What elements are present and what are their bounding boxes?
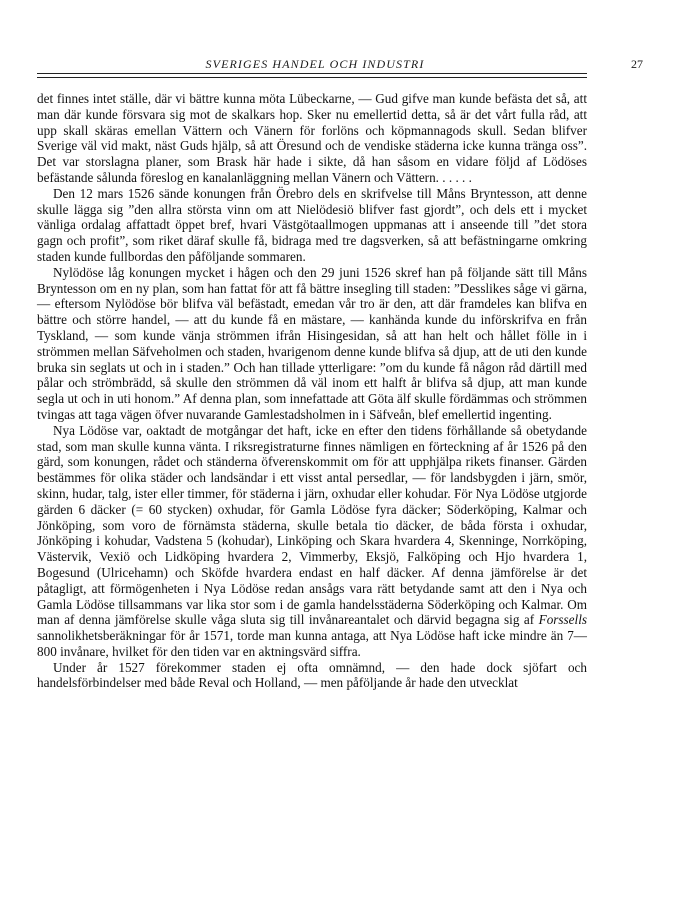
page-header	[37, 57, 643, 71]
paragraph-text: sannolikhetsberäkningar för år 1571, torde man kunna antaga, att Nya Lödöse haft icke mindre än 7—800 invånare, hvilket för den tiden var en aktningsvärd siffra.	[37, 628, 587, 659]
paragraph: Under år 1527 förekommer staden ej ofta omnämnd, — den hade dock sjöfart och handelsförbindelser med både Reval och Holland, — men påföljande år hade den utvecklat	[37, 659, 587, 691]
paragraph: Nylödöse låg konungen mycket i hågen och den 29 juni 1526 skref han på följande sätt till Måns Bryntesson om en ny plan, som han fattat för att få bättre insegling till staden: ”Desslikes såge vi gärna, — eftersom Nylödöse bör blifva väl befästadt, emedan vår tro är den, att där framdeles kan blifva en bättre och större handel, — att du kunde få en mästare, — kanhända kunde du införskrifva en från Tyskland, — som kunde vänja strömmen ifrån Hisingesidan, så att han helt och hållet fölle in i strömmen mellan Säfveholmen och staden, hvarigenom denne kunde blifva så djup, att de uti den kunde bruka sin seglats ut och in i staden.” Och han tillade ytterligare: ”om du kunde få någon råd därtill med pålar och strömbrädd, så skulle den strömmen då väl inom ett halft år blifva så djup, att man kunde segla ut och in uti honom.” Af denna plan, som innefattade att Göta älf skulle fördämmas och strömmen tvingas att taga vägen öfver nuvarande Gamlestadsholmen in i Säfveån, blef emellertid ingenting.	[37, 264, 587, 422]
page-number: 27	[631, 57, 643, 71]
paragraph-text: Nya Lödöse var, oaktadt de motgångar det haft, icke en efter den tidens förhållande så obetydande stad, som man skulle kunna vänta. I riksregistraturne finnes nämligen en förteckning af år 1526 på den gärd, som konungen, rådet och ständerna öfverenskommit om för att upphjälpa rikets finanser. Gärden bestämmes för olika städer och landsändar i ett visst antal persedlar, — för landsbygden i järn, smör, skinn, hudar, talg, ister eller timmer, för städerna i järn, oxhudar eller kohudar. För Nya Lödöse utgjorde gärden 6 däcker (= 60 stycken) oxhudar, för Gamla Lödöse fyra däcker; Söderköping, Kalmar och Jönköping, som voro de förnämsta städerna, skulle betala tio däcker, de båda första i oxhudar, Jönköping i kohudar, Vadstena 5 (kohudar), Linköping och Skara hvardera 4, Skenninge, Norrköping, Västervik, Vexiö och Lidköping hvardera 2, Vimmerby, Eksjö, Falköping och Hjo hvardera 1, Bogesund (Ulricehamn) och Sköfde hvardera endast en half däcker. Af denna jämförelse är det påtagligt, att förmögenheten i Nya Lödöse redan ansågs vara rätt betydande samt att den i Nya och Gamla Lödöse tillsammans var lika stor som i de gamla handelsstäderna Söderköping och Kalmar. Om man af denna jämförelse skulle våga sluta sig till invånareantalet och därvid begagna sig af	[37, 422, 587, 628]
body-text	[37, 91, 587, 691]
author-name-italic: Forssells	[538, 612, 587, 628]
paragraph: det finnes intet ställe, där vi bättre kunna möta Lübeckarne, — Gud gifve man kunde befästa det så, att man där kunde försvara sig mot de skalkars hop. Sker nu emellertid detta, så är det vårt fulla råd, att upp skall skäras emellan Vättern och Vänern för forlöns och köpmannagods skull. Sedan blifver Sverige väl vid makt, näst Guds hjälp, så att Öresund och de vendiske städerna icke kunna tränga oss”. Det var storslagna planer, som Brask här hade i sikte, då han såsom en vidare följd af Lödöses befästande sålunda föreslog en kanalanläggning mellan Vänern och Vättern. . . . . .	[37, 91, 587, 185]
header-rule-top	[37, 73, 587, 74]
running-title: SVERIGES HANDEL OCH INDUSTRI	[205, 57, 425, 71]
header-rule-bottom	[37, 77, 587, 78]
paragraph	[37, 423, 587, 660]
paragraph: Den 12 mars 1526 sände konungen från Örebro dels en skrifvelse till Måns Bryntesson, att denne skulle lägga sig ”den allra största vinn om att Nielödesiö blifver fast gjordt”, och dels ett i mycket vänliga ordalag affattadt öppet bref, hvari Västgötaallmogen uppmanas att i anseende till ”det stora gagn och profit”, som riket däraf skulle få, bidraga med tre dagsverken, så att befästningarne omkring staden kunde fullbordas den påföljande sommaren.	[37, 185, 587, 264]
